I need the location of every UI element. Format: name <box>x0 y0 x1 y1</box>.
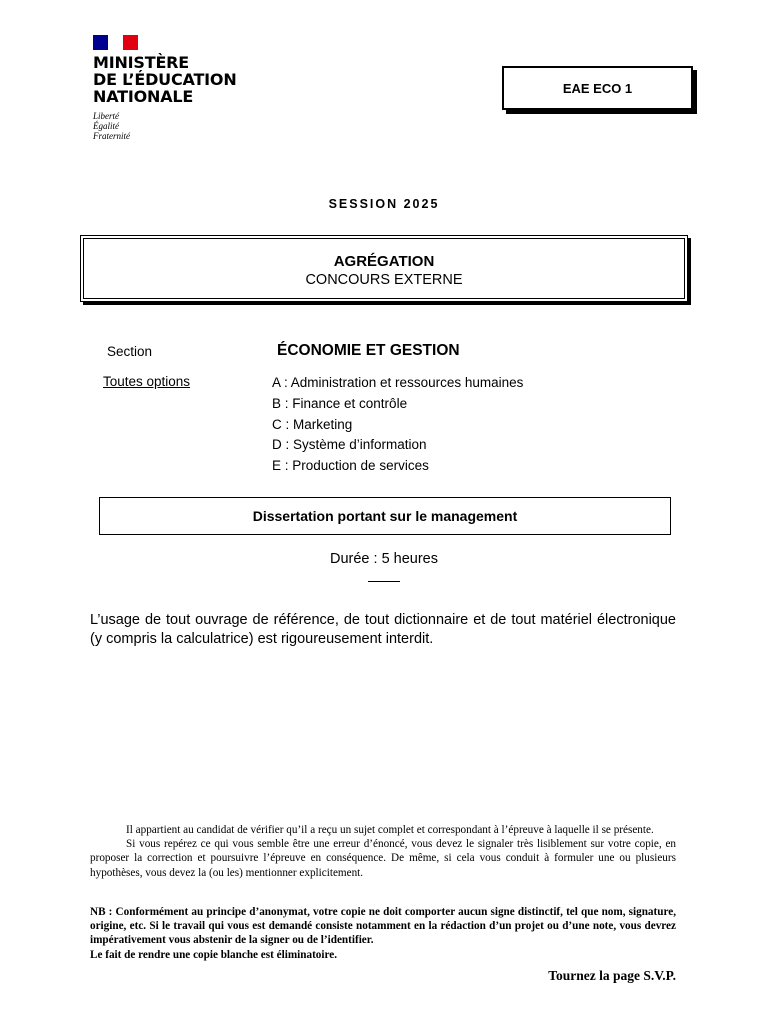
ministry-line: DE L’ÉDUCATION <box>93 70 237 89</box>
exam-code: EAE ECO 1 <box>562 80 633 96</box>
option-item: E : Production de services <box>272 458 429 474</box>
competition-box <box>80 235 688 302</box>
option-item: D : Système d’information <box>272 437 427 453</box>
subject-title: Dissertation portant sur le management <box>252 508 518 524</box>
exam-code-box <box>502 66 693 110</box>
ministry-line: NATIONALE <box>93 87 194 106</box>
material-warning: L’usage de tout ouvrage de référence, de tout dictionnaire et de tout matériel électronique (y compris la calculatrice) est rigoureusement interdit. <box>90 612 676 647</box>
motto-line: Égalité <box>93 121 119 131</box>
ministry-line: MINISTÈRE <box>93 53 190 72</box>
anonymity-notice <box>90 905 676 962</box>
section-value: ÉCONOMIE ET GESTION <box>277 342 460 359</box>
motto-line: Liberté <box>93 111 119 121</box>
option-item: A : Administration et ressources humaines <box>272 375 524 390</box>
option-item: C : Marketing <box>272 416 353 432</box>
divider <box>368 581 400 582</box>
republic-motto <box>93 111 130 141</box>
session-title: SESSION 2025 <box>328 197 440 211</box>
option-item: B : Finance et contrôle <box>272 395 408 411</box>
motto-line: Fraternité <box>93 131 130 141</box>
turn-page-note: Tournez la page S.V.P. <box>548 968 676 983</box>
notice-paragraph: Si vous repérez ce qui vous semble être une erreur d’énoncé, vous devez le signaler très lisiblement sur votre copie, en proposer la correction et poursuivre l’épreuve en conséquence. De même, si cela vous conduit à formuler une ou plusieurs hypothèses, vous devez la (ou les) mentionner explicitement. <box>90 838 676 879</box>
section-label: Section <box>107 344 153 359</box>
options-list <box>272 373 523 477</box>
candidate-notice <box>90 823 676 880</box>
ministry-name <box>93 54 237 105</box>
french-flag-icon <box>93 35 138 50</box>
subject-box <box>99 497 671 535</box>
competition-subtitle: CONCOURS EXTERNE <box>305 272 463 288</box>
blank-copy-notice: Le fait de rendre une copie blanche est éliminatoire. <box>90 948 338 961</box>
notice-paragraph: Il appartient au candidat de vérifier qu’il a reçu un sujet complet et correspondant à l’épreuve à laquelle il se présente. <box>126 824 654 836</box>
exam-duration: Durée : 5 heures <box>329 551 438 567</box>
nb-paragraph: NB : Conformément au principe d’anonymat, votre copie ne doit comporter aucun signe distinctif, tel que nom, signature, origine, etc. Si le travail qui vous est demandé consiste notamment en la rédaction d’un projet ou d’une note, vous devrez impérativement vous abstenir de la signer ou de l’identifier. <box>90 906 676 947</box>
options-label: Toutes options <box>103 374 191 389</box>
competition-title: AGRÉGATION <box>333 253 435 270</box>
